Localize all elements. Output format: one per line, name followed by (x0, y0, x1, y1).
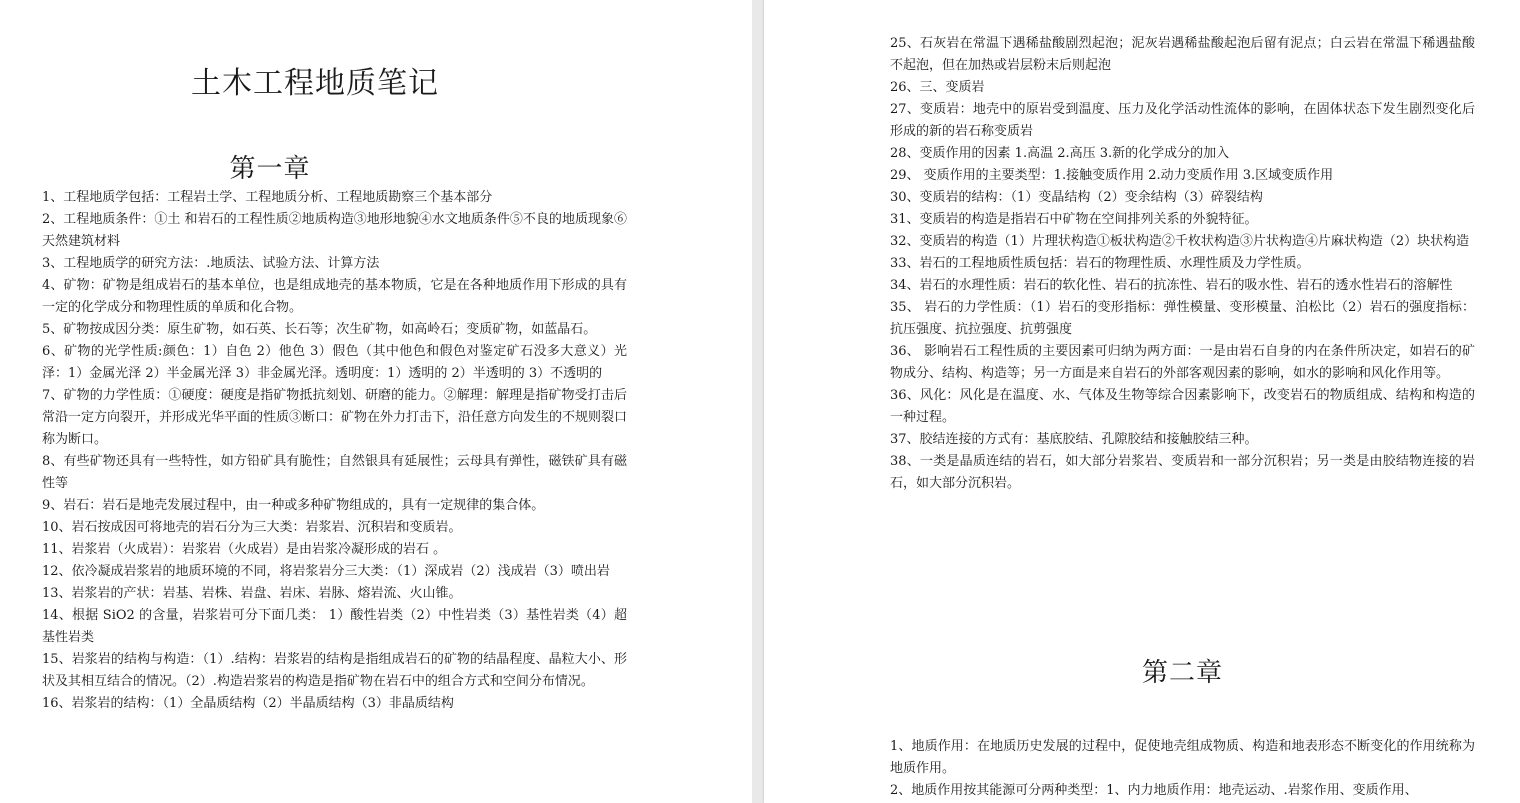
paragraph: 1、工程地质学包括：工程岩土学、工程地质分析、工程地质勘察三个基本部分 (42, 190, 493, 205)
paragraph: 9、岩石：岩石是地壳发展过程中，由一种或多种矿物组成的，具有一定规律的集合体。 (42, 498, 545, 513)
paragraph: 30、变质岩的结构：（1）变晶结构（2）变余结构（3）碎裂结构 (890, 190, 1263, 205)
paragraph: 26、三、变质岩 (890, 80, 985, 95)
paragraph: 6、矿物的光学性质:颜色：1）自色 2）他色 3）假色（其中他色和假色对鉴定矿石没多大意义）光泽：1）金属光泽 2）半金属光泽 3）非金属光泽。透明度：1）透明的 2）半透明的 3）不透明的 (42, 344, 627, 381)
paragraph: 12、依冷凝成岩浆岩的地质环境的不同，将岩浆岩分三大类：（1）深成岩（2）浅成岩（3）喷出岩 (42, 564, 610, 579)
paragraph: 34、岩石的水理性质：岩石的软化性、岩石的抗冻性、岩石的吸水性、岩石的透水性岩石的溶解性 (890, 278, 1453, 293)
paragraph: 3、工程地质学的研究方法：.地质法、试验方法、计算方法 (42, 256, 380, 271)
paragraph: 14、根据 SiO2 的含量，岩浆岩可分下面几类： 1）酸性岩类（2）中性岩类（3）基性岩类（4）超基性岩类 (42, 608, 628, 645)
paragraph: 8、有些矿物还具有一些特性，如方铅矿具有脆性；自然银具有延展性；云母具有弹性，磁铁矿具有磁性等 (42, 454, 627, 491)
chapter-heading-1: 第一章 (229, 154, 311, 184)
paragraph: 28、变质作用的因素 1.高温 2.高压 3.新的化学成分的加入 (890, 146, 1230, 161)
document-title: 土木工程地质笔记 (191, 66, 439, 101)
paragraph: 29、 变质作用的主要类型：1.接触变质作用 2.动力变质作用 3.区域变质作用 (890, 168, 1334, 183)
paragraph: 13、岩浆岩的产状：岩基、岩株、岩盘、岩床、岩脉、熔岩流、火山锥。 (42, 586, 462, 601)
paragraph: 11、岩浆岩（火成岩）：岩浆岩（火成岩）是由岩浆冷凝形成的岩石 。 (42, 542, 447, 557)
paragraph: 27、变质岩：地壳中的原岩受到温度、压力及化学活动性流体的影响，在固体状态下发生剧烈变化后形成的新的岩石称变质岩 (890, 102, 1475, 139)
paragraph: 2、地质作用按其能源可分两种类型：1、内力地质作用：地壳运动、.岩浆作用、变质作用、 (890, 783, 1418, 798)
paragraph: 37、胶结连接的方式有：基底胶结、孔隙胶结和接触胶结三种。 (890, 432, 1258, 447)
paragraph: 2、工程地质条件：①土 和岩石的工程性质②地质构造③地形地貌④水文地质条件⑤不良的地质现象⑥天然建筑材料 (42, 212, 627, 249)
paragraph: 15、岩浆岩的结构与构造：（1）.结构：岩浆岩的结构是指组成岩石的矿物的结晶程度、晶粒大小、形状及其相互结合的情况。（2）.构造岩浆岩的构造是指矿物在岩石中的组合方式和空间分布情况。 (42, 652, 627, 689)
paragraph: 32、变质岩的构造（1）片理状构造①板状构造②千枚状构造③片状构造④片麻状构造（2）块状构造 (890, 234, 1470, 249)
paragraph: 33、岩石的工程地质性质包括：岩石的物理性质、水理性质及力学性质。 (890, 256, 1310, 271)
right-page-body-chapter-2 (890, 736, 1475, 802)
paragraph: 35、 岩石的力学性质：（1）岩石的变形指标：弹性模量、变形模量、泊松比（2）岩石的强度指标：抗压强度、抗拉强度、抗剪强度 (890, 300, 1475, 337)
left-page-body (42, 187, 627, 715)
paragraph: 4、矿物：矿物是组成岩石的基本单位，也是组成地壳的基本物质，它是在各种地质作用下形成的具有一定的化学成分和物理性质的单质和化合物。 (42, 278, 627, 315)
paragraph: 36、 影响岩石工程性质的主要因素可归纳为两方面：一是由岩石自身的内在条件所决定，如岩石的矿物成分、结构、构造等；另一方面是来自岩石的外部客观因素的影响，如水的影响和风化作用等。 (890, 344, 1475, 381)
paragraph: 16、岩浆岩的结构：（1）全晶质结构（2）半晶质结构（3）非晶质结构 (42, 696, 454, 711)
page-right (764, 0, 1520, 803)
paragraph: 1、地质作用：在地质历史发展的过程中，促使地壳组成物质、构造和地表形态不断变化的作用统称为地质作用。 (890, 739, 1475, 776)
paragraph: 5、矿物按成因分类：原生矿物，如石英、长石等；次生矿物，如高岭石；变质矿物，如蓝晶石。 (42, 322, 597, 337)
paragraph: 38、一类是晶质连结的岩石，如大部分岩浆岩、变质岩和一部分沉积岩；另一类是由胶结物连接的岩石，如大部分沉积岩。 (890, 454, 1475, 491)
paragraph: 10、岩石按成因可将地壳的岩石分为三大类：岩浆岩、沉积岩和变质岩。 (42, 520, 462, 535)
paragraph: 25、石灰岩在常温下遇稀盐酸剧烈起泡；泥灰岩遇稀盐酸起泡后留有泥点；白云岩在常温下稀遇盐酸不起泡，但在加热或岩层粉末后则起泡 (890, 36, 1475, 73)
chapter-heading-2: 第二章 (1141, 658, 1223, 688)
paragraph: 36、风化：风化是在温度、水、气体及生物等综合因素影响下，改变岩石的物质组成、结构和构造的一种过程。 (890, 388, 1475, 425)
page-gap (752, 0, 764, 803)
right-page-body (890, 33, 1475, 495)
page-left (0, 0, 752, 803)
paragraph: 7、矿物的力学性质：①硬度：硬度是指矿物抵抗刻划、研磨的能力。②解理：解理是指矿物受打击后常沿一定方向裂开，并形成光华平面的性质③断口：矿物在外力打击下，沿任意方向发生的不规则裂口称为断口。 (42, 388, 628, 447)
paragraph: 31、变质岩的构造是指岩石中矿物在空间排列关系的外貌特征。 (890, 212, 1258, 227)
